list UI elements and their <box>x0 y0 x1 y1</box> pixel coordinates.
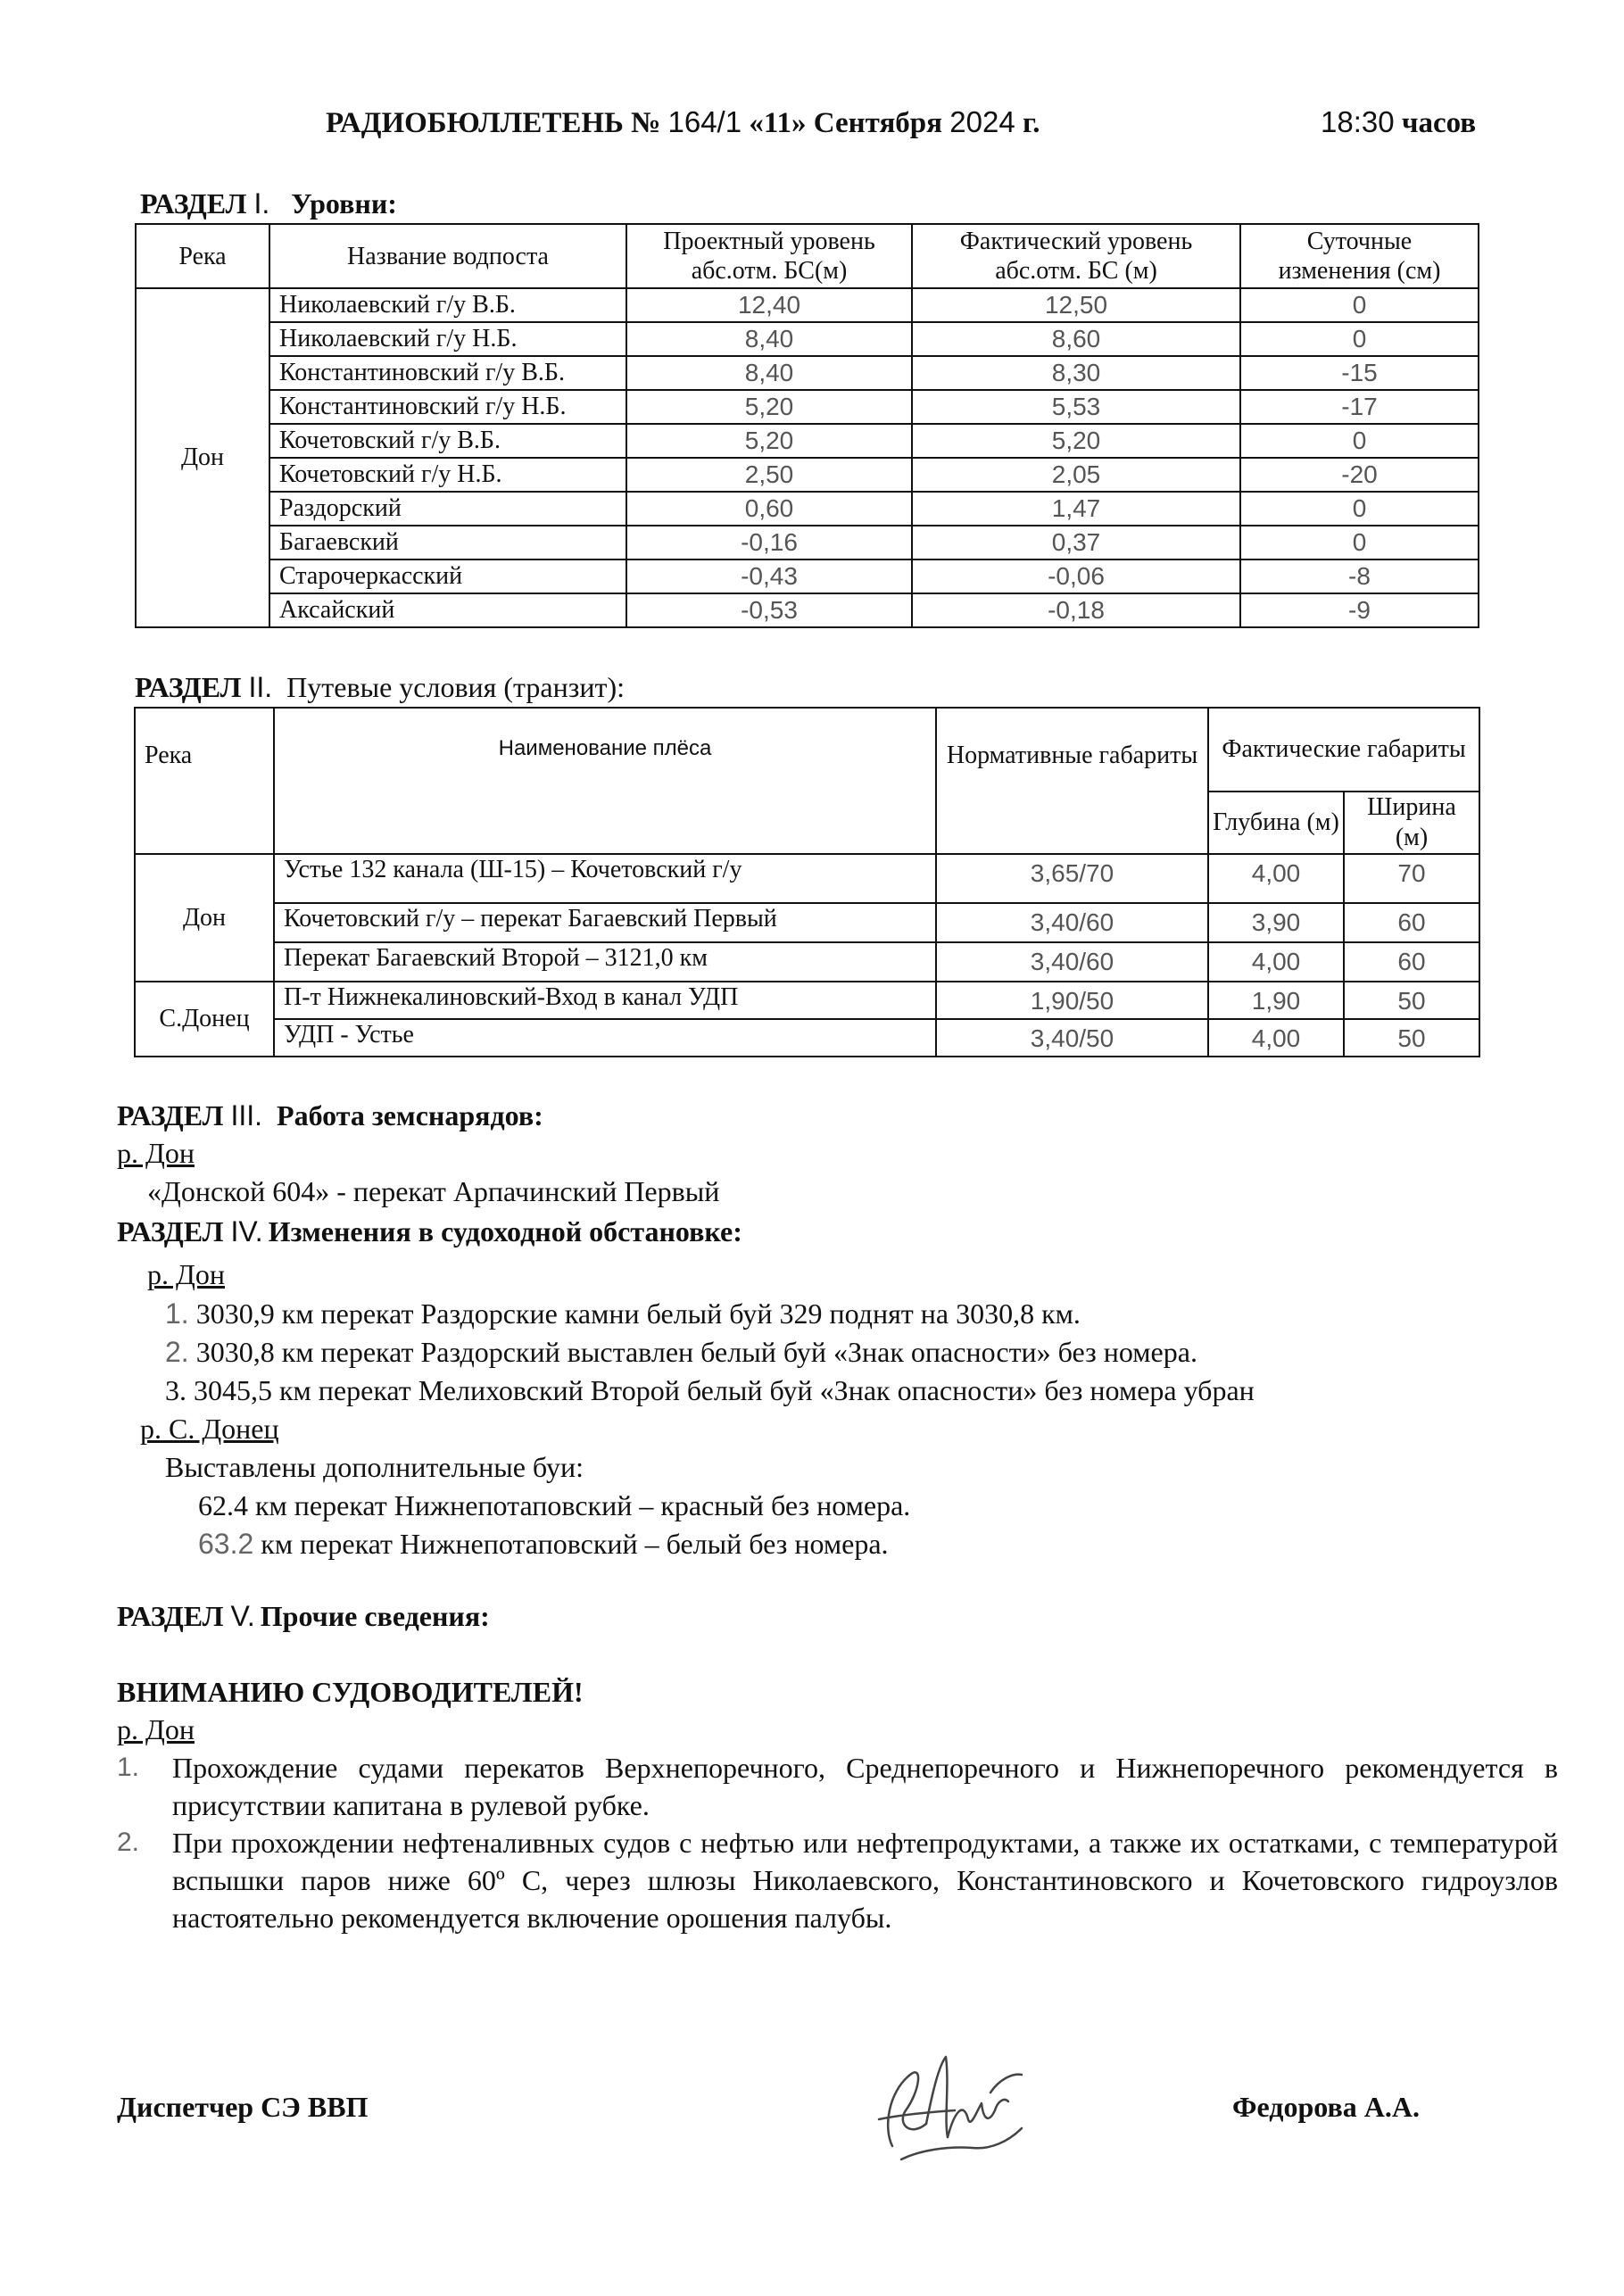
year-suffix: г. <box>1022 107 1040 139</box>
bulletin-time <box>1321 105 1476 140</box>
item-text: 3030,8 км перекат Раздорский выставлен белый буй «Знак опасности» без номера. <box>195 1336 1197 1368</box>
project-level-cell: 8,40 <box>626 356 912 390</box>
normative-cell: 3,40/60 <box>936 903 1208 942</box>
col-normative: Нормативные габариты <box>936 708 1208 854</box>
daily-change-cell: 0 <box>1240 288 1479 322</box>
project-level-cell: 5,20 <box>626 424 912 458</box>
buoy-item-2 <box>198 1526 889 1562</box>
col-daily-change: Суточные изменения (см) <box>1240 224 1479 288</box>
section3-river: р. Дон <box>117 1137 195 1169</box>
station-name-cell: Николаевский г/у В.Б. <box>269 288 626 322</box>
section-title: Путевые условия (транзит): <box>286 671 626 703</box>
transit-table <box>134 707 1480 1057</box>
footer-role-text: Диспетчер СЭ ВВП <box>117 2091 369 2123</box>
daily-change-cell: -15 <box>1240 356 1479 390</box>
col-river: Река <box>135 708 274 854</box>
levels-row <box>136 390 1479 424</box>
width-cell: 60 <box>1344 942 1479 982</box>
depth-cell: 4,00 <box>1208 854 1344 903</box>
normative-cell: 3,40/50 <box>936 1019 1208 1057</box>
station-name-cell: Старочеркасский <box>269 559 626 593</box>
transit-row <box>135 1019 1479 1057</box>
reach-cell: П-т Нижнекалиновский-Вход в канал УДП <box>274 982 936 1019</box>
station-name-cell: Кочетовский г/у В.Б. <box>269 424 626 458</box>
daily-change-cell: -17 <box>1240 390 1479 424</box>
levels-header-row <box>136 224 1479 288</box>
item-number: 2. <box>117 1828 140 1857</box>
buoy-km: 63.2 <box>198 1528 254 1560</box>
section5-heading <box>117 1600 490 1633</box>
station-name-cell: Багаевский <box>269 526 626 559</box>
fact-level-cell: 8,60 <box>912 322 1240 356</box>
dredger-item: «Донской 604» - перекат Арпачинский Первый <box>147 1175 720 1207</box>
col-depth: Глубина (м) <box>1208 792 1344 854</box>
levels-row <box>136 593 1479 627</box>
levels-row <box>136 458 1479 492</box>
depth-cell: 4,00 <box>1208 942 1344 982</box>
buoy-km: 62.4 <box>198 1489 248 1521</box>
station-name-cell: Николаевский г/у Н.Б. <box>269 322 626 356</box>
levels-table <box>135 223 1479 628</box>
daily-change-cell: 0 <box>1240 322 1479 356</box>
change-item-1 <box>165 1296 1081 1331</box>
levels-row <box>136 288 1479 322</box>
levels-row <box>136 356 1479 390</box>
section1-heading <box>140 187 397 220</box>
normative-cell: 1,90/50 <box>936 982 1208 1019</box>
attention-river: р. Дон <box>117 1713 195 1745</box>
time-value: 18:30 <box>1321 105 1395 138</box>
buoy-text: км перекат Нижнепотаповский – красный без номера. <box>255 1489 911 1521</box>
signature-image <box>857 2039 1035 2182</box>
change-item-2 <box>165 1334 1197 1370</box>
section4-river-donets: р. С. Донец <box>140 1413 279 1445</box>
daily-change-cell: 0 <box>1240 526 1479 559</box>
reach-cell: Кочетовский г/у – перекат Багаевский Первый <box>274 903 936 942</box>
levels-row <box>136 424 1479 458</box>
fact-level-cell: 8,30 <box>912 356 1240 390</box>
bulletin-month: Сентября <box>813 107 943 139</box>
width-cell: 50 <box>1344 982 1479 1019</box>
col-actual: Фактические габариты <box>1208 708 1479 792</box>
fact-level-cell: -0,06 <box>912 559 1240 593</box>
extra-buoys-intro: Выставлены дополнительные буи: <box>165 1451 584 1483</box>
change-item-3 <box>165 1372 1255 1408</box>
section-numeral: I. <box>253 187 270 220</box>
bulletin-title <box>326 105 1040 140</box>
section-title: Уровни: <box>291 187 397 220</box>
section3-heading <box>117 1099 543 1132</box>
section-label: РАЗДЕЛ <box>140 187 247 220</box>
reach-cell: Устье 132 канала (Ш-15) – Кочетовский г/у <box>274 854 936 903</box>
fact-level-cell: 1,47 <box>912 492 1240 526</box>
col-reach: Наименование плёса <box>274 708 936 854</box>
transit-row <box>135 854 1479 903</box>
fact-level-cell: 5,20 <box>912 424 1240 458</box>
levels-row <box>136 322 1479 356</box>
section-numeral: IV. <box>230 1215 263 1247</box>
fact-level-cell: 2,05 <box>912 458 1240 492</box>
depth-cell: 1,90 <box>1208 982 1344 1019</box>
bulletin-number: 164/1 <box>667 105 742 138</box>
bulletin-year: 2024 <box>949 105 1015 138</box>
project-level-cell: 0,60 <box>626 492 912 526</box>
bulletin-day: «11» <box>749 107 807 139</box>
bulletin-header <box>326 105 1504 150</box>
attention-title-text: ВНИМАНИЮ СУДОВОДИТЕЛЕЙ! <box>117 1676 584 1708</box>
project-level-cell: -0,53 <box>626 593 912 627</box>
col-fact-level: Фактический уровень абс.отм. БС (м) <box>912 224 1240 288</box>
col-width: Ширина (м) <box>1344 792 1479 854</box>
col-project-level: Проектный уровень абс.отм. БС(м) <box>626 224 912 288</box>
section-title: Прочие сведения: <box>260 1600 490 1632</box>
col-river: Река <box>136 224 269 288</box>
transit-header-row-1 <box>135 708 1479 792</box>
width-cell: 70 <box>1344 854 1479 903</box>
depth-cell: 4,00 <box>1208 1019 1344 1057</box>
section-numeral: III. <box>230 1099 263 1131</box>
width-cell: 60 <box>1344 903 1479 942</box>
normative-cell: 3,65/70 <box>936 854 1208 903</box>
station-name-cell: Кочетовский г/у Н.Б. <box>269 458 626 492</box>
width-cell: 50 <box>1344 1019 1479 1057</box>
title-prefix: РАДИОБЮЛЛЕТЕНЬ № <box>326 107 661 139</box>
project-level-cell: 5,20 <box>626 390 912 424</box>
section-label: РАЗДЕЛ <box>117 1215 224 1247</box>
station-name-cell: Раздорский <box>269 492 626 526</box>
daily-change-cell: 0 <box>1240 492 1479 526</box>
transit-row <box>135 903 1479 942</box>
footer-name <box>1232 2091 1420 2124</box>
transit-row <box>135 942 1479 982</box>
station-name-cell: Аксайский <box>269 593 626 627</box>
project-level-cell: 2,50 <box>626 458 912 492</box>
station-name-cell: Константиновский г/у В.Б. <box>269 356 626 390</box>
project-level-cell: -0,16 <box>626 526 912 559</box>
section-numeral: V. <box>230 1600 255 1632</box>
levels-row <box>136 559 1479 593</box>
section-title: Работа земснарядов: <box>277 1099 543 1131</box>
reach-cell: УДП - Устье <box>274 1019 936 1057</box>
normative-cell: 3,40/60 <box>936 942 1208 982</box>
item-number: 2. <box>165 1336 189 1368</box>
col-station: Название водпоста <box>269 224 626 288</box>
item-text: При прохождении нефтеналивных судов с нефтью или нефтепродуктами, а также их остатками, с температурой вспышки паров ниже 60º С, через шлюзы Николаевского, Константиновского и Кочетовского гидроузлов настоятельно рекомендуется включение орошения палубы. <box>172 1827 1558 1934</box>
river-cell: Дон <box>136 288 269 627</box>
project-level-cell: -0,43 <box>626 559 912 593</box>
project-level-cell: 12,40 <box>626 288 912 322</box>
reach-cell: Перекат Багаевский Второй – 3121,0 км <box>274 942 936 982</box>
daily-change-cell: -8 <box>1240 559 1479 593</box>
section-numeral: II. <box>248 671 273 703</box>
daily-change-cell: 0 <box>1240 424 1479 458</box>
section-label: РАЗДЕЛ <box>117 1099 224 1131</box>
station-name-cell: Константиновский г/у Н.Б. <box>269 390 626 424</box>
buoy-item-1 <box>198 1488 910 1523</box>
river-cell: С.Донец <box>135 982 274 1057</box>
item-text: 3030,9 км перекат Раздорские камни белый буй 329 поднят на 3030,8 км. <box>195 1297 1081 1330</box>
attention-item-1 <box>117 1749 1558 1824</box>
item-number: 3. <box>165 1374 186 1406</box>
section2-heading <box>135 671 625 704</box>
footer-name-text: Федорова А.А. <box>1232 2091 1420 2123</box>
attention-title <box>117 1676 584 1709</box>
section4-heading <box>117 1215 742 1248</box>
time-suffix: часов <box>1401 107 1477 139</box>
footer-role <box>117 2091 368 2124</box>
levels-row <box>136 492 1479 526</box>
depth-cell: 3,90 <box>1208 903 1344 942</box>
item-number: 1. <box>165 1297 189 1330</box>
fact-level-cell: 5,53 <box>912 390 1240 424</box>
item-text: Прохождение судами перекатов Верхнепоречного, Среднепоречного и Нижнепоречного рекомендуется в присутствии капитана в рулевой рубке. <box>172 1752 1558 1821</box>
item-number: 1. <box>117 1753 140 1782</box>
levels-row <box>136 526 1479 559</box>
attention-item-2 <box>117 1824 1558 1936</box>
section4-river-don: р. Дон <box>147 1258 225 1290</box>
daily-change-cell: -9 <box>1240 593 1479 627</box>
fact-level-cell: 0,37 <box>912 526 1240 559</box>
fact-level-cell: -0,18 <box>912 593 1240 627</box>
section-label: РАЗДЕЛ <box>135 671 242 703</box>
project-level-cell: 8,40 <box>626 322 912 356</box>
transit-row <box>135 982 1479 1019</box>
buoy-text: км перекат Нижнепотаповский – белый без номера. <box>261 1528 889 1560</box>
item-text: 3045,5 км перекат Мелиховский Второй белый буй «Знак опасности» без номера убран <box>194 1374 1255 1406</box>
daily-change-cell: -20 <box>1240 458 1479 492</box>
fact-level-cell: 12,50 <box>912 288 1240 322</box>
river-cell: Дон <box>135 854 274 982</box>
section-title: Изменения в судоходной обстановке: <box>268 1215 742 1247</box>
section-label: РАЗДЕЛ <box>117 1600 224 1632</box>
